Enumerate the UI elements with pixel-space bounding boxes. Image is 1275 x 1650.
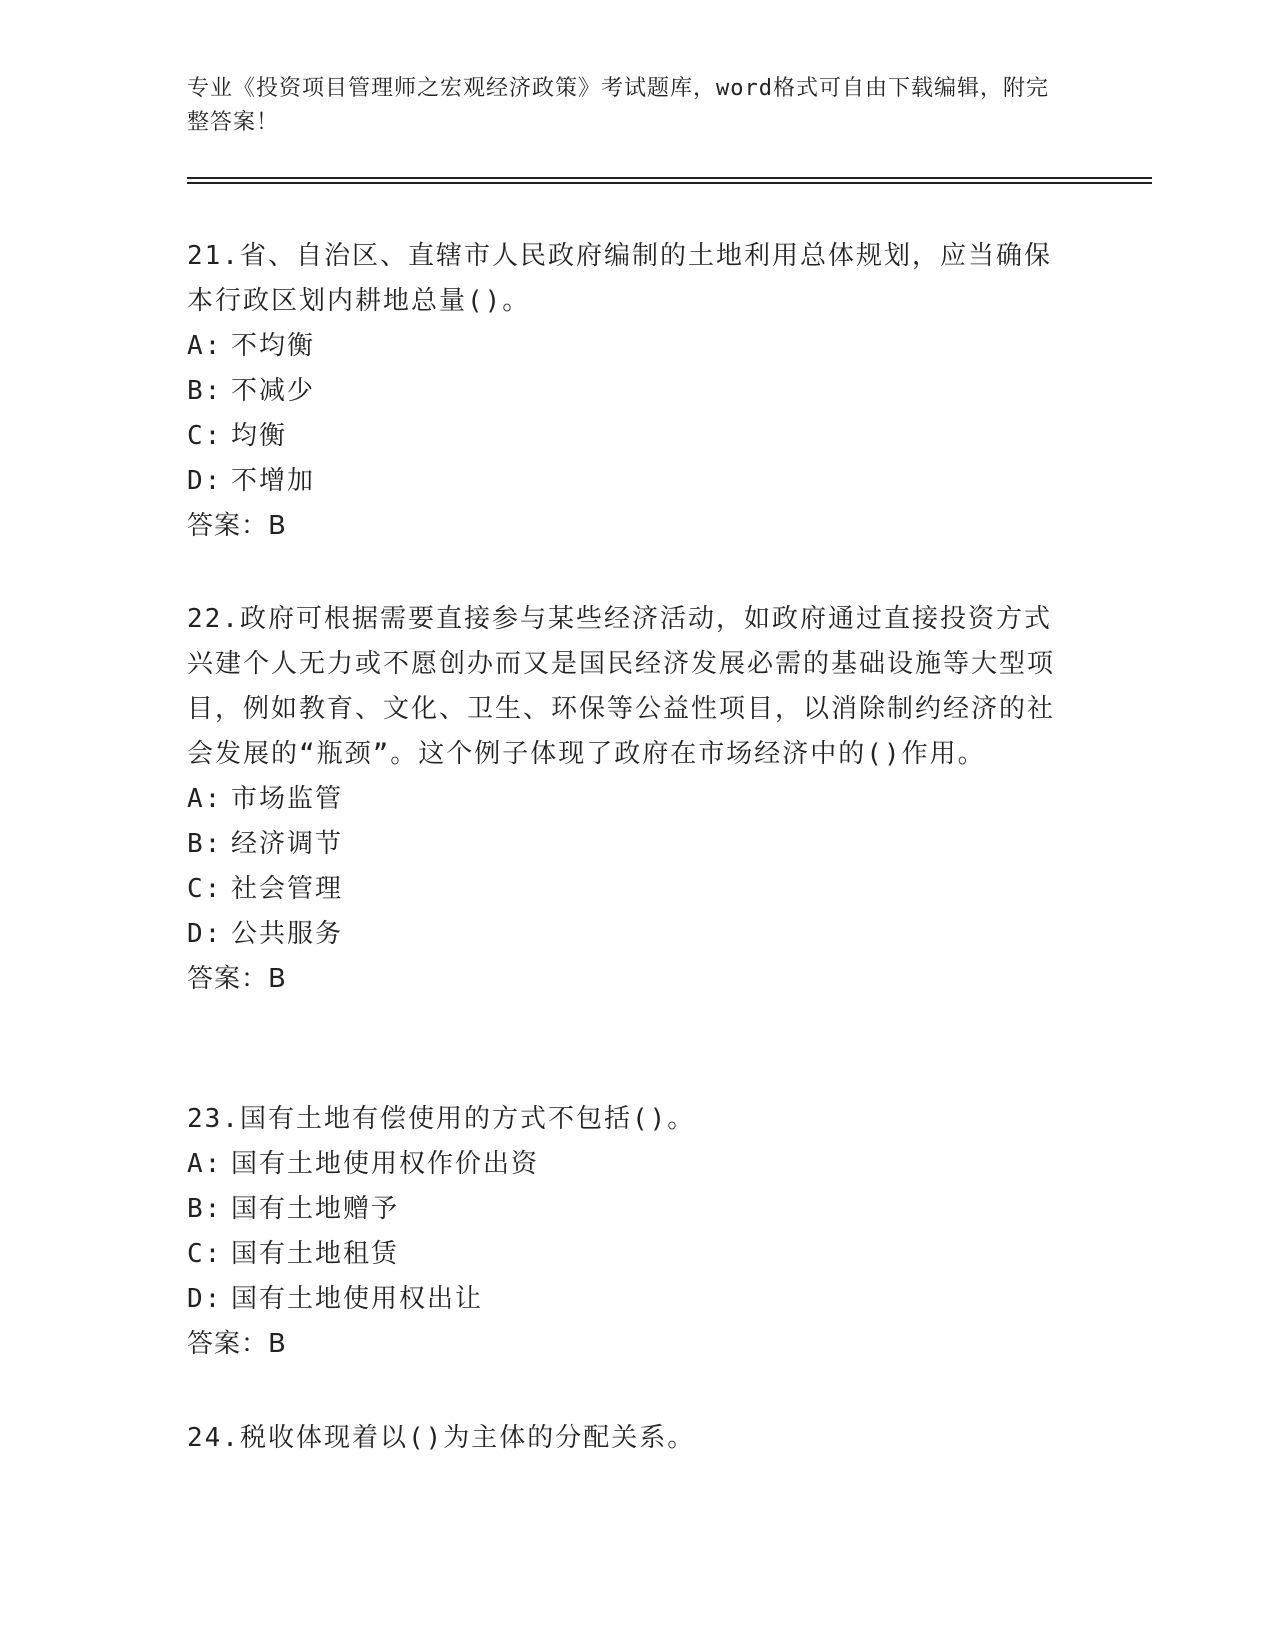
option-text: 均衡	[231, 421, 288, 451]
option-label: B:	[187, 1194, 223, 1224]
question-text: 24.税收体现着以()为主体的分配关系。	[187, 1423, 696, 1453]
question-text: 23.国有土地有偿使用的方式不包括()。	[187, 1104, 696, 1134]
option-a	[187, 1142, 1067, 1187]
question-21	[187, 234, 1067, 549]
option-label: C:	[187, 421, 223, 451]
option-c	[187, 867, 1067, 912]
option-text: 不增加	[231, 466, 316, 496]
option-text: 不均衡	[231, 331, 316, 361]
question-text: 21.省、自治区、直辖市人民政府编制的土地利用总体规划，应当确保本行政区划内耕地总量()。	[187, 241, 1052, 316]
option-d	[187, 1277, 1067, 1322]
option-c	[187, 1232, 1067, 1277]
option-a	[187, 324, 1067, 369]
question-text: 22.政府可根据需要直接参与某些经济活动，如政府通过直接投资方式兴建个人无力或不愿创办而又是国民经济发展必需的基础设施等大型项目，例如教育、文化、卫生、环保等公益性项目，以消除制约经济的社会发展的“瓶颈”。这个例子体现了政府在市场经济中的()作用。	[187, 604, 1056, 769]
option-text: 国有土地使用权作价出资	[231, 1149, 540, 1179]
option-b	[187, 822, 1067, 867]
option-b	[187, 1187, 1067, 1232]
option-text: 不减少	[231, 376, 316, 406]
option-label: D:	[187, 919, 223, 949]
header-divider-top	[187, 177, 1152, 179]
option-label: D:	[187, 1284, 223, 1314]
option-a	[187, 777, 1067, 822]
option-label: B:	[187, 376, 223, 406]
option-label: B:	[187, 829, 223, 859]
option-label: A:	[187, 331, 223, 361]
option-d	[187, 912, 1067, 957]
question-22	[187, 597, 1067, 1002]
question-24	[187, 1416, 1067, 1461]
option-b	[187, 369, 1067, 414]
option-text: 公共服务	[231, 919, 344, 949]
option-text: 社会管理	[231, 874, 344, 904]
answer: 答案：B	[187, 1329, 287, 1359]
option-label: D:	[187, 466, 223, 496]
question-23	[187, 1097, 1067, 1367]
option-d	[187, 459, 1067, 504]
header-divider-bottom	[187, 182, 1152, 184]
option-label: C:	[187, 1239, 223, 1269]
option-text: 经济调节	[231, 829, 344, 859]
answer: 答案：B	[187, 511, 287, 541]
answer: 答案：B	[187, 964, 287, 994]
option-label: A:	[187, 784, 223, 814]
option-text: 国有土地赠予	[231, 1194, 400, 1224]
option-text: 市场监管	[231, 784, 344, 814]
option-label: C:	[187, 874, 223, 904]
option-c	[187, 414, 1067, 459]
option-label: A:	[187, 1149, 223, 1179]
option-text: 国有土地租赁	[231, 1239, 400, 1269]
document-intro: 专业《投资项目管理师之宏观经济政策》考试题库，word格式可自由下载编辑，附完整答案！	[187, 76, 1049, 135]
option-text: 国有土地使用权出让	[231, 1284, 484, 1314]
